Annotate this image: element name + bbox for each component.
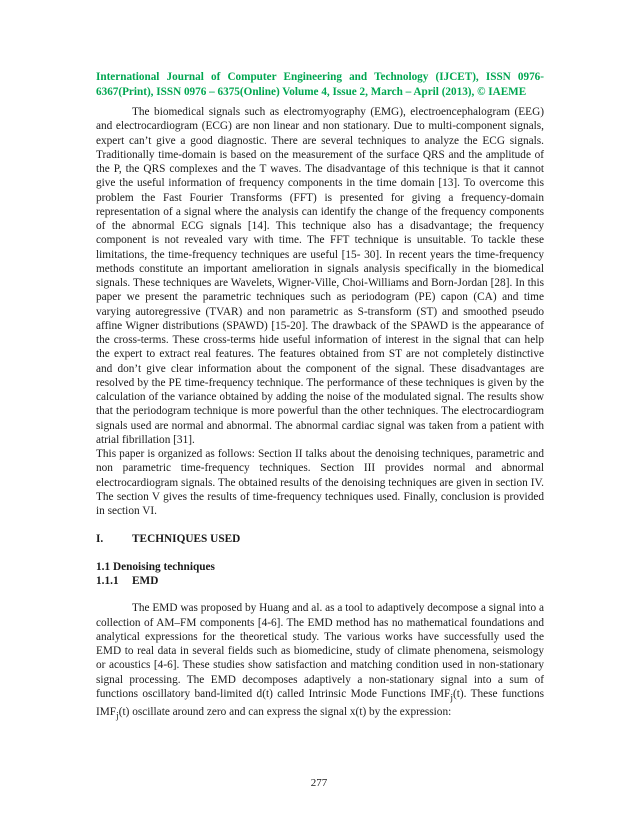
organization-paragraph: This paper is organized as follows: Section II talks about the denoising techniques, parametric and non parametric time-frequency techniques. Section III provides normal and abnormal electrocardiogram signals. The obtained results of the denoising techniques are given in section IV. The section V gives the results of time-frequency techniques used. Finally, conclusion is provided in section VI. (96, 448, 544, 517)
intro-paragraph: The biomedical signals such as electromyography (EMG), electroencephalogram (EEG) and electrocardiogram (ECG) are non linear and non stationary. Due to multi-component signals, expert can’t give a good diagnostic. There are several techniques to analyze the ECG signals. Traditionally time-domain is based on the measurement of the surface QRS and the amplitude of the P, the QRS complexes and the T waves. The disadvantage of this technique is that it cannot give the useful information of frequency components in the time domain [13]. To overcome this problem the Fast Fourier Transforms (FFT) is presented for giving a frequency-domain representation of a signal where the analysis can identify the change of the frequency components of the abnormal ECG signals [14]. This technique also has a disadvantage; the frequency component is not revealed vary with time. The FFT technique is unsuitable. To tackle these limitations, the time-frequency techniques are useful [15- 30]. In recent years the time-frequency methods constitute an important amelioration in signals analysis specifically in the biomedical signals. These techniques are Wavelets, Wigner-Ville, Choi-Williams and Born-Jordan [28]. In this paper we present the parametric techniques such as periodogram (PE) capon (CA) and time varying autoregressive (TVAR) and non parametric as S-transform (ST) and smoothed pseudo affine Wigner distributions (SPAWD) [15-20]. The drawback of the SPAWD is the appearance of the cross-terms. These cross-terms hide useful information of interest in the signal that can help the expert to extract real features. The features obtained from ST are not completely distinctive and don’t give clear information about the component of the signal. These disadvantages are resolved by the PE time-frequency technique. The performance of these techniques is given by the calculation of the variance obtained by adding the noise of the modulated signal. The results show that the periodogram technique is more powerful than the other techniques. The electrocardiogram signals used are normal and abnormal. The abnormal cardiac signal was taken from a patient with atrial fibrillation [31]. (96, 106, 544, 446)
emd-text-tail: (t) oscillate around zero and can express the signal x(t) by the expression: (118, 706, 452, 719)
emd-subscript-2: j (116, 711, 119, 722)
emd-text-main: The EMD was proposed by Huang and al. as a tool to adaptively decompose a signal into a collection of AM–FM components [4-6]. The EMD method has no mathematical foundations and analytical expressions for the theoretical study. The various works have successfully used the EMD to real data in several fields such as biomedicine, study of climate phenomena, seismology or acoustics [4-6]. These studies show satisfaction and matching condition used in non-stationary signal processing. The EMD decomposes adaptively a non-stationary signal into a sum of functions oscillatory band-limited d(t) called Intrinsic Mode Functions IMF (96, 602, 544, 700)
page-number: 277 (310, 777, 328, 789)
emd-text-mid: (t). These functions IMF (96, 687, 544, 719)
subsection-heading: 1.1 Denoising techniques (96, 561, 215, 574)
emd-paragraph (96, 601, 544, 724)
body-text (96, 105, 544, 724)
subsubsection-heading (96, 574, 544, 588)
subsubsection-title: EMD (132, 575, 159, 588)
subsubsection-number: 1.1.1 (96, 575, 119, 588)
section-number: I. (96, 533, 104, 546)
journal-header: International Journal of Computer Engineering and Technology (IJCET), ISSN 0976-6367(Print), ISSN 0976 – 6375(Online) Volume 4, Issue 2, March – April (2013), © IAEME (96, 71, 544, 98)
emd-subscript-1: j (450, 693, 453, 703)
section-title: TECHNIQUES USED (132, 533, 241, 546)
section-heading (96, 532, 544, 546)
